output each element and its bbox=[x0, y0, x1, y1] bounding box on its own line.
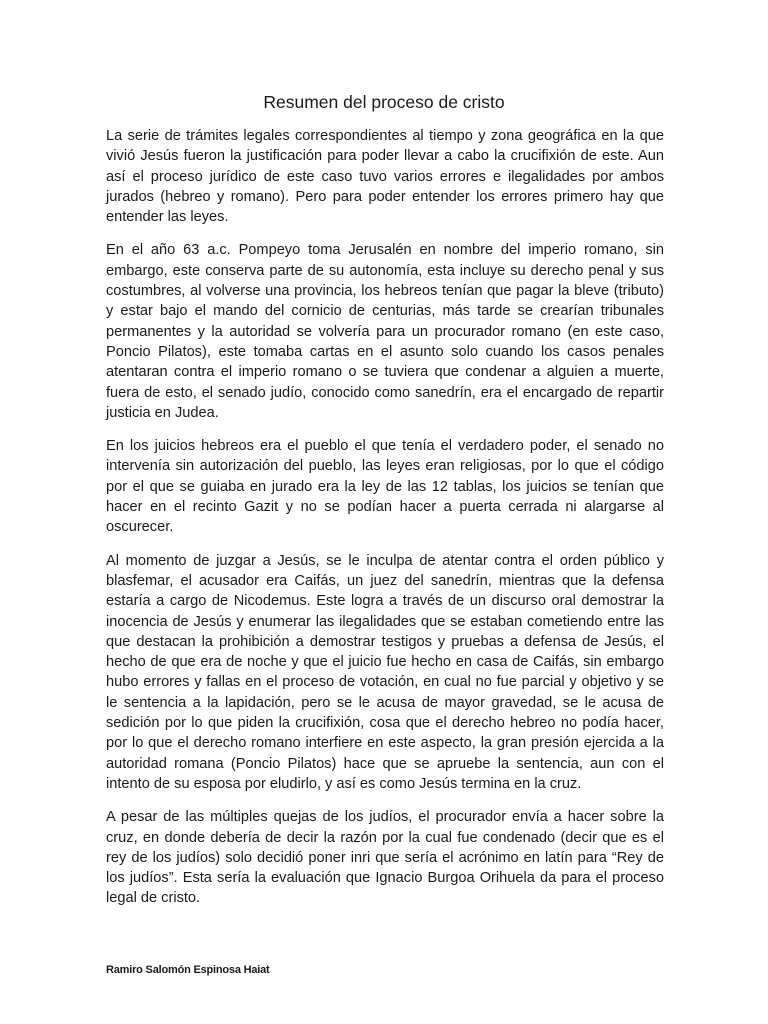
paragraph-1: La serie de trámites legales correspondientes al tiempo y zona geográfica en la que vivió Jesús fueron la justificación para poder llevar a cabo la crucifixión de este. Aun así el proceso jurídico de este caso tuvo varios errores e ilegalidades por ambos jurados (hebreo y romano). Pero para poder entender los errores primero hay que entender las leyes. bbox=[106, 128, 664, 226]
paragraph-4: Al momento de juzgar a Jesús, se le inculpa de atentar contra el orden público y blasfemar, el acusador era Caifás, un juez del sanedrín, mientras que la defensa estaría a cargo de Nicodemus. Este logra a través de un discurso oral demostrar la inocencia de Jesús y enumerar las ilegalidades que se estaban cometiendo entre las que destacan la prohibición a demostrar testigos y pruebas a defensa de Jesús, el hecho de que era de noche y que el juicio fue hecho en casa de Caifás, sin embargo hubo errores y fallas en el proceso de votación, en cual no fue parcial y objetivo y se le sentencia a la lapidación, pero se le acusa de mayor gravedad, se le acusa de sedición por lo que piden la crucifixión, cosa que el derecho hebreo no podía hacer, por lo que el derecho romano interfiere en este aspecto, la gran presión ejercida a la autoridad romana (Poncio Pilatos) hace que se apruebe la sentencia, aun con el intento de su esposa por eludirlo, y así es como Jesús termina en la cruz. bbox=[106, 552, 664, 792]
paragraph-5: A pesar de las múltiples quejas de los judíos, el procurador envía a hacer sobre la cruz, en donde debería de decir la razón por la cual fue condenado (decir que es el rey de los judíos) solo decidió poner inri que sería el acrónimo en latín para “Rey de los judíos”. Esta sería la evaluación que Ignacio Burgoa Orihuela da para el proceso legal de cristo. bbox=[106, 809, 664, 907]
paragraph-3: En los juicios hebreos era el pueblo el que tenía el verdadero poder, el senado no intervenía sin autorización del pueblo, las leyes eran religiosas, por lo que el código por el que se guiaba en jurado era la ley de las 12 tablas, los juicios se tenían que hacer en el recinto Gazit y no se podían hacer a puerta cerrada ni alargarse al oscurecer. bbox=[106, 438, 664, 536]
paragraph-2: En el año 63 a.c. Pompeyo toma Jerusalén en nombre del imperio romano, sin embargo, este conserva parte de su autonomía, esta incluye su derecho penal y sus costumbres, al volverse una provincia, los hebreos tenían que pagar la bleve (tributo) y estar bajo el mando del cornicio de centurias, más tarde se crearían tribunales permanentes y la autoridad se volvería para un procurador romano (en este caso, Poncio Pilatos), este tomaba cartas en el asunto solo cuando los casos penales atentaran contra el imperio romano o se tuviera que condenar a alguien a muerte, fuera de esto, el senado judío, conocido como sanedrín, era el encargado de repartir justicia en Judea. bbox=[106, 242, 664, 421]
document-body bbox=[106, 126, 664, 922]
author-footer: Ramiro Salomón Espinosa Haiat bbox=[106, 964, 270, 976]
document-title: Resumen del proceso de cristo bbox=[263, 92, 505, 112]
